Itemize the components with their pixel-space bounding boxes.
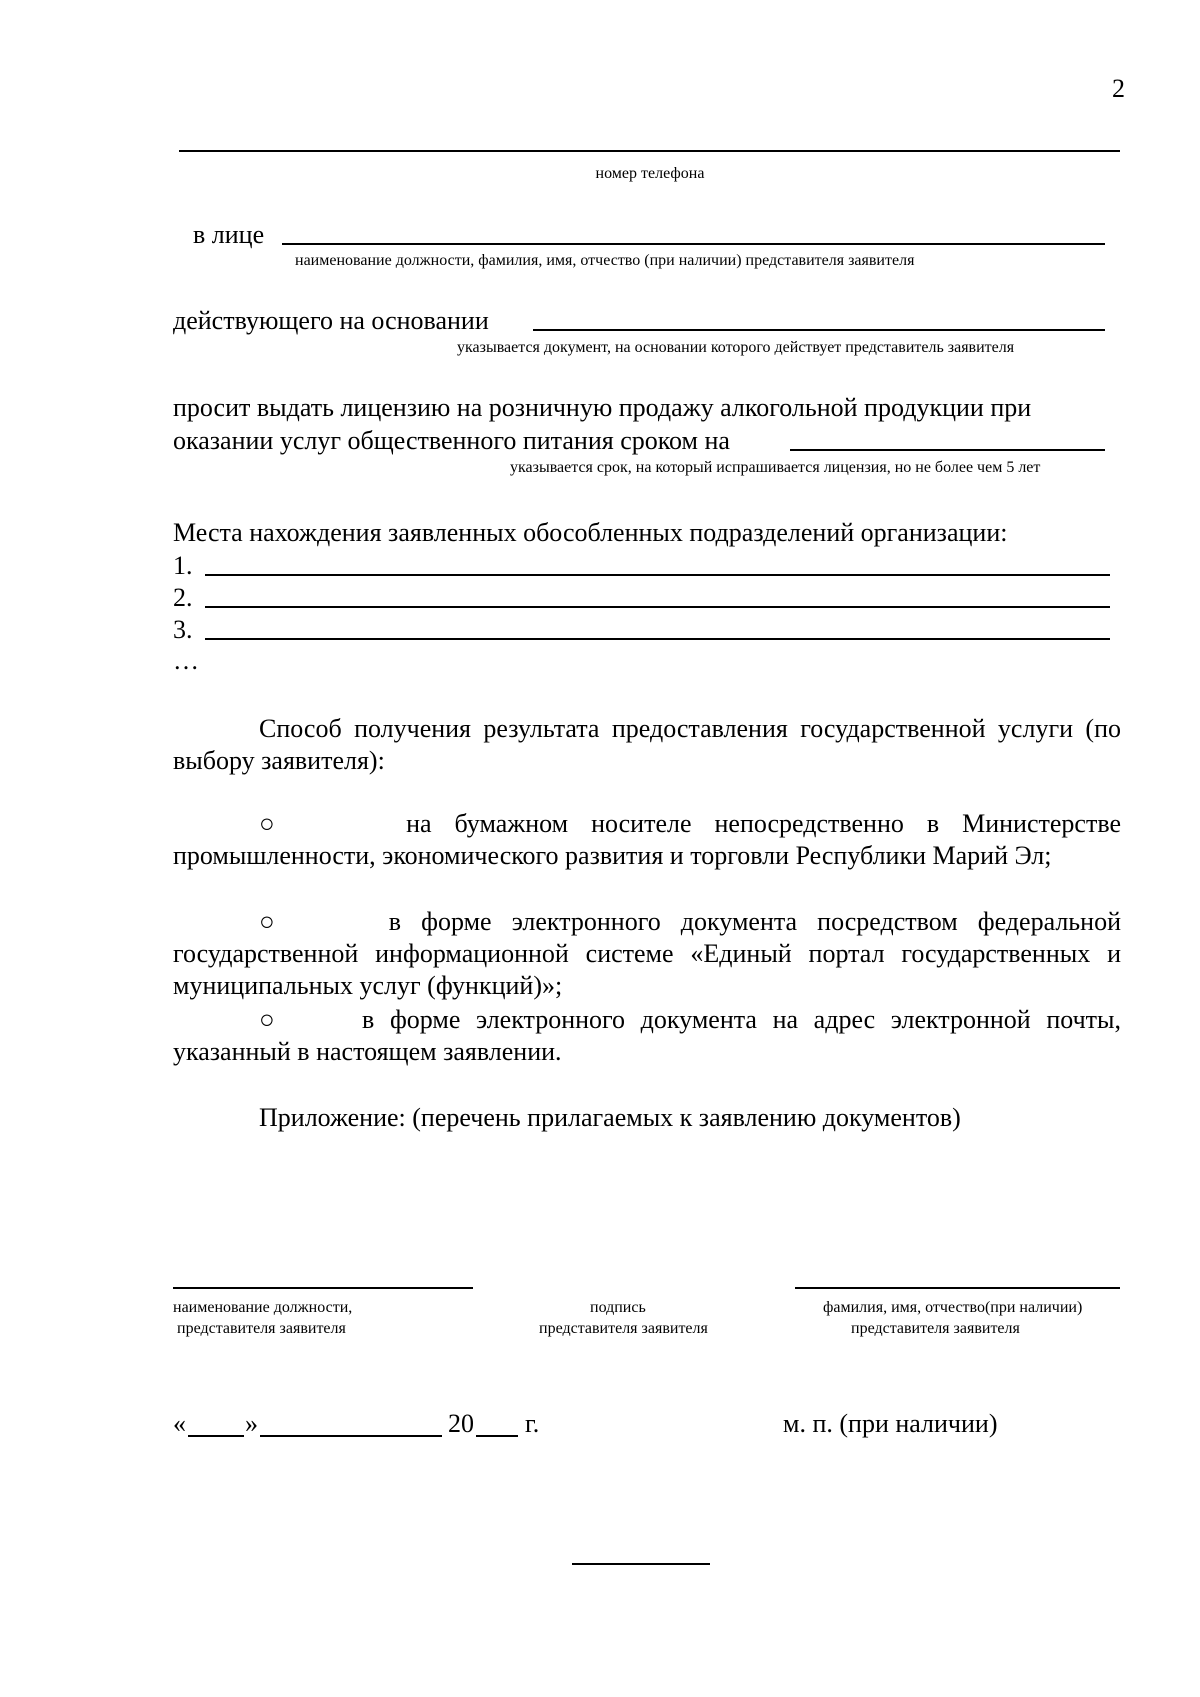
acting-basis-line[interactable] (533, 329, 1105, 331)
date-day-line[interactable] (188, 1435, 244, 1437)
date-year-prefix: 20 (448, 1409, 474, 1438)
result-option-portal[interactable] (173, 906, 1121, 1002)
acting-basis-caption: указывается документ, на основании которого действует представитель заявителя (457, 339, 1015, 356)
radio-circle-icon[interactable]: ○ (259, 907, 289, 936)
license-term-caption: указывается срок, на который испрашивается лицензия, но не более чем 5 лет (510, 459, 1041, 476)
phone-caption: номер телефона (595, 165, 705, 182)
position-signature-line[interactable] (173, 1287, 473, 1289)
stamp-label: м. п. (при наличии) (783, 1409, 998, 1438)
result-method-heading: Способ получения результата предоставления государственной услуги (по выбору заявителя): (173, 714, 1121, 775)
position-caption-line-2: представителя заявителя (177, 1320, 346, 1337)
represented-by-line[interactable] (282, 243, 1105, 245)
name-signature-line[interactable] (795, 1287, 1120, 1289)
signature-caption-line-2: представителя заявителя (539, 1320, 708, 1337)
represented-by-caption: наименование должности, фамилия, имя, отчество (при наличии) представителя заявителя (295, 252, 915, 269)
location-item-line[interactable] (205, 574, 1110, 576)
page-number: 2 (1112, 74, 1125, 103)
attachment-heading: Приложение: (перечень прилагаемых к заявлению документов) (259, 1103, 961, 1132)
closing-divider (572, 1563, 710, 1565)
date-year-suffix: г. (525, 1409, 540, 1438)
date-close-quote: » (245, 1409, 258, 1438)
result-option-label: на бумажном носителе непосредственно в Министерстве промышленности, экономического развития и торговли Республики Марий Эл; (173, 809, 1121, 870)
radio-circle-icon[interactable]: ○ (259, 1005, 284, 1034)
date-year-line[interactable] (476, 1435, 518, 1437)
location-item-number: 3. (173, 615, 193, 644)
date-month-line[interactable] (260, 1435, 442, 1437)
date-open-quote: « (173, 1409, 186, 1438)
result-option-email[interactable] (173, 1004, 1121, 1068)
request-line-2: оказании услуг общественного питания сроком на (173, 426, 730, 455)
location-item-line[interactable] (205, 638, 1110, 640)
result-option-label: в форме электронного документа посредством федеральной государственной информационной системе «Единый портал государственных и муниципальных услуг (функций)»; (173, 907, 1121, 1000)
name-caption-line-2: представителя заявителя (851, 1320, 1020, 1337)
license-term-line[interactable] (790, 449, 1105, 451)
represented-by-label: в лице (193, 220, 265, 249)
acting-basis-label: действующего на основании (173, 306, 489, 335)
radio-circle-icon[interactable]: ○ (259, 809, 292, 838)
request-line-1: просит выдать лицензию на розничную продажу алкогольной продукции при (173, 393, 1032, 422)
result-option-paper[interactable] (173, 808, 1121, 872)
signature-caption-line-1: подпись (590, 1299, 646, 1316)
position-caption-line-1: наименование должности, (173, 1299, 353, 1316)
locations-heading: Места нахождения заявленных обособленных подразделений организации: (173, 518, 1008, 547)
location-item-number: 2. (173, 583, 193, 612)
phone-line (179, 150, 1120, 152)
name-caption-line-1: фамилия, имя, отчество(при наличии) (823, 1299, 1083, 1316)
result-option-label: в форме электронного документа на адрес электронной почты, указанный в настоящем заявлении. (173, 1005, 1122, 1066)
location-item-line[interactable] (205, 606, 1110, 608)
locations-ellipsis: … (173, 646, 199, 675)
location-item-number: 1. (173, 551, 193, 580)
